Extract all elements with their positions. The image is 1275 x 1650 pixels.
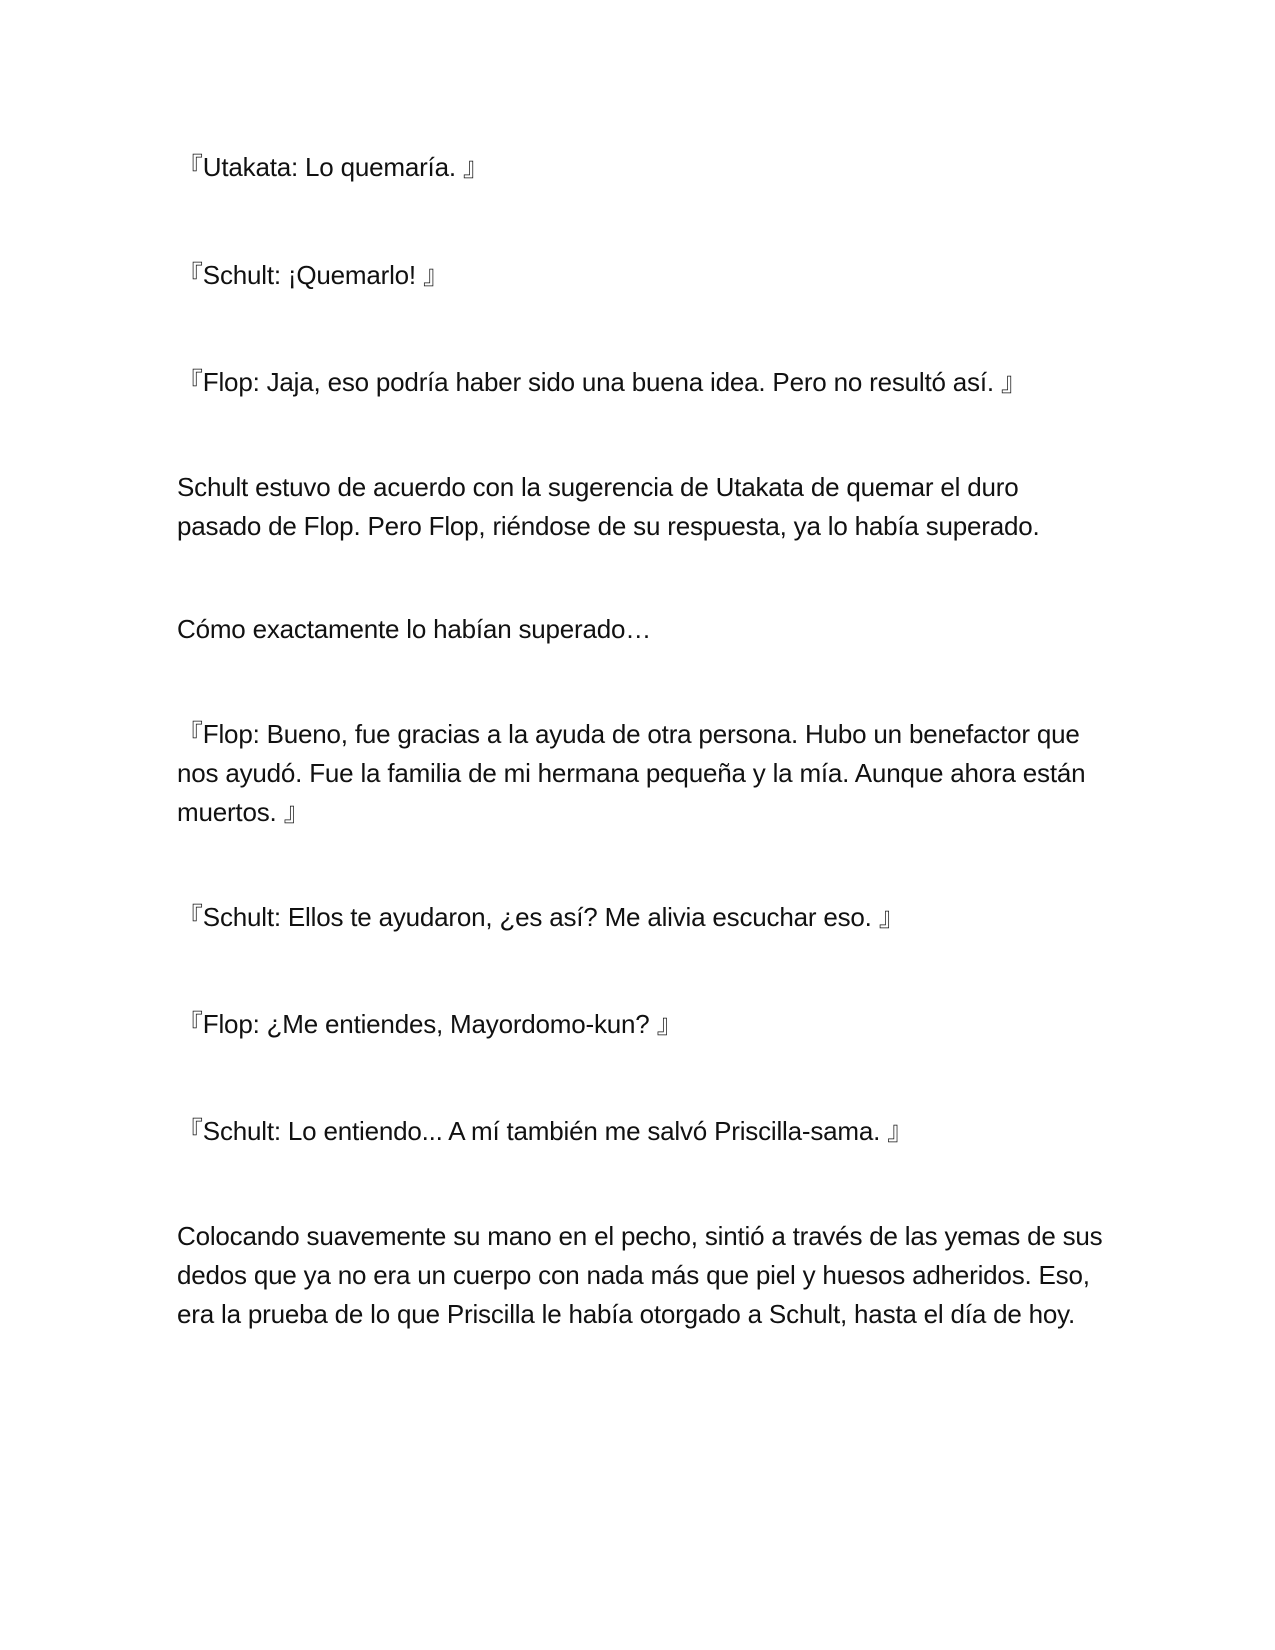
narration-paragraph-1: Schult estuvo de acuerdo con la sugerencia de Utakata de quemar el duro pasado de Flop. Pero Flop, riéndose de su respuesta, ya lo había superado.	[177, 472, 1040, 541]
dialogue-flop-3: 『Flop: ¿Me entiendes, Mayordomo-kun? 』	[177, 1009, 683, 1039]
narration-paragraph-3: Colocando suavemente su mano en el pecho, sintió a través de las yemas de sus dedos que ya no era un cuerpo con nada más que piel y huesos adheridos. Eso, era la prueba de lo que Priscilla le había otorgado a Schult, hasta el día de hoy.	[177, 1221, 1103, 1329]
dialogue-schult-2: 『Schult: Ellos te ayudaron, ¿es así? Me alivia escuchar eso. 』	[177, 902, 905, 932]
dialogue-flop-1: 『Flop: Jaja, eso podría haber sido una buena idea. Pero no resultó así. 』	[177, 367, 1027, 397]
dialogue-schult-3: 『Schult: Lo entiendo... A mí también me salvó Priscilla-sama. 』	[177, 1116, 913, 1146]
dialogue-schult-1: 『Schult: ¡Quemarlo! 』	[177, 260, 449, 290]
narration-paragraph-2: Cómo exactamente lo habían superado…	[177, 614, 652, 644]
dialogue-flop-2: 『Flop: Bueno, fue gracias a la ayuda de otra persona. Hubo un benefactor que nos ayudó. Fue la familia de mi hermana pequeña y la mía. Aunque ahora están muertos. 』	[177, 719, 1086, 827]
dialogue-utakata-1: 『Utakata: Lo quemaría. 』	[177, 152, 489, 182]
